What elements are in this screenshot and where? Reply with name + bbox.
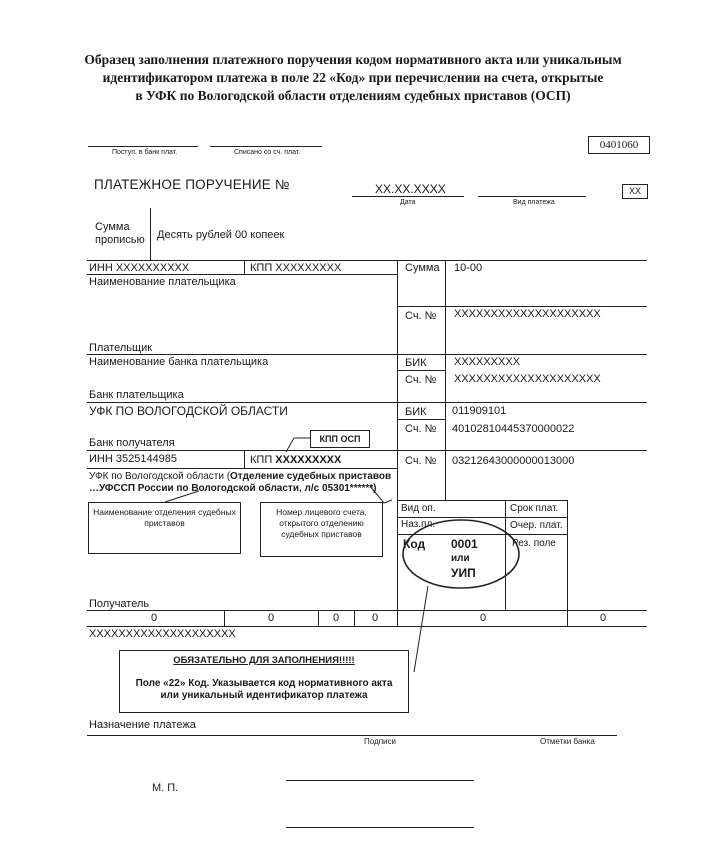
- notice-pointer-line: [414, 586, 428, 672]
- osp-account-pointer-line: [370, 486, 392, 503]
- notice-title: ОБЯЗАТЕЛЬНО ДЛЯ ЗАПОЛНЕНИЯ!!!!!: [173, 655, 355, 666]
- payer-bank-account: XXXXXXXXXXXXXXXXXXXX: [454, 373, 601, 385]
- recipient-kpp-value: XXXXXXXXX: [275, 454, 342, 466]
- purpose-text: XXXXXXXXXXXXXXXXXXXX: [89, 628, 236, 640]
- recipient-name-2a: …УФССП: [89, 483, 136, 494]
- recipient-inn: ИНН 3525144985: [89, 453, 178, 465]
- tax-field-6: 0: [600, 612, 607, 624]
- callout-osp-name: Наименование отделения судебных приставов: [88, 502, 241, 554]
- status-box: XX: [622, 184, 648, 199]
- recipient-account: 03212643000000013000: [452, 455, 575, 467]
- amount-words-label-2: прописью: [95, 234, 145, 246]
- code-value-uip: УИП: [451, 566, 476, 580]
- postup-label: Поступ. в банк плат.: [112, 149, 178, 156]
- mp-label: М. П.: [152, 782, 179, 794]
- recipient-bank-account: 40102810445370000022: [452, 423, 575, 435]
- notice-line-1: Поле «22» Код. Указывается код нормативного акта: [135, 678, 393, 689]
- payer-bank-bik-label: БИК: [405, 357, 427, 369]
- notice-line-2: или уникальный идентификатор платежа: [160, 690, 368, 701]
- srok-plat-label: Срок плат.: [510, 503, 559, 514]
- tax-field-5: 0: [480, 612, 487, 624]
- doc-title: ПЛАТЕЖНОЕ ПОРУЧЕНИЕ №: [94, 177, 290, 192]
- code-value-or: или: [451, 553, 470, 564]
- payer-inn: ИНН XXXXXXXXXX: [89, 262, 190, 274]
- payer-kpp: КПП XXXXXXXXX: [250, 262, 342, 274]
- recipient-bank-bik-value: 011909101: [452, 405, 507, 417]
- code-value-0001: 0001: [451, 537, 478, 551]
- date-label: Дата: [400, 199, 416, 206]
- recipient-kpp-label: КПП: [250, 454, 273, 466]
- signatures-label: Подписи: [364, 737, 396, 746]
- kod-label: Код: [403, 537, 426, 551]
- code-highlight-ellipse: [403, 520, 519, 588]
- payer-bank-sch-label: Сч. №: [405, 374, 437, 386]
- naz-pl-label: Наз.пл.: [401, 519, 436, 530]
- payer-summa-label: Сумма: [405, 262, 440, 274]
- tax-field-2: 0: [268, 612, 275, 624]
- callout-osp-account: Номер лицевого счета, открытого отделению судебных приставов: [260, 502, 383, 557]
- payer-summa-value: 10-00: [454, 262, 483, 274]
- recipient-bank-bik-label: БИК: [405, 406, 427, 418]
- date-value: XX.XX.XXXX: [375, 182, 446, 196]
- title-line-3: в УФК по Вологодской области отделениям судебных приставов (ОСП): [135, 88, 571, 103]
- recipient-name-2b: России по Вологодской области, л/с 05301******): [135, 483, 377, 494]
- form-code: 0401060: [588, 136, 650, 154]
- tax-field-1: 0: [151, 612, 158, 624]
- recipient-bank-caption: Банк получателя: [89, 437, 175, 449]
- kpp-osp-callout: КПП ОСП: [310, 430, 370, 448]
- payer-sch-label: Сч. №: [405, 310, 437, 322]
- osp-name-pointer-line: [165, 491, 199, 502]
- amount-words-value: Десять рублей 00 копеек: [157, 229, 285, 241]
- recipient-caption: Получатель: [89, 598, 150, 610]
- payer-caption: Плательщик: [89, 342, 153, 354]
- bank-marks-label: Отметки банка: [540, 737, 595, 746]
- spisano-label: Списано со сч. плат.: [234, 149, 301, 156]
- kpp-pointer-line: [286, 438, 310, 452]
- purpose-caption: Назначение платежа: [89, 719, 196, 731]
- recipient-name-1b: Отделение судебных приставов: [230, 471, 392, 482]
- title-line-2: идентификатором платежа в поле 22 «Код» при перечислении на счета, открытые: [102, 70, 604, 85]
- title-line-1: Образец заполнения платежного поручения кодом нормативного акта или уникальным: [84, 52, 622, 67]
- tax-field-4: 0: [372, 612, 379, 624]
- payer-bank-bik-value: XXXXXXXXX: [454, 356, 521, 368]
- recipient-bank-name: УФК ПО ВОЛОГОДСКОЙ ОБЛАСТИ: [89, 404, 288, 418]
- tax-field-3: 0: [333, 612, 340, 624]
- recipient-name-1a: УФК по Вологодской области (: [89, 471, 231, 482]
- payer-account: XXXXXXXXXXXXXXXXXXXX: [454, 308, 601, 320]
- vid-op-label: Вид оп.: [401, 503, 436, 514]
- payer-bank-name-label: Наименование банка плательщика: [89, 356, 269, 368]
- rez-pole-label: Рез. поле: [512, 538, 556, 549]
- vid-label: Вид платежа: [513, 199, 555, 206]
- payer-bank-caption: Банк плательщика: [89, 389, 184, 401]
- payer-name-label: Наименование плательщика: [89, 276, 236, 288]
- ocher-plat-label: Очер. плат.: [510, 520, 563, 531]
- recipient-bank-sch-label: Сч. №: [405, 423, 437, 435]
- amount-words-label-1: Сумма: [95, 221, 130, 233]
- recipient-sch-label: Сч. №: [405, 455, 437, 467]
